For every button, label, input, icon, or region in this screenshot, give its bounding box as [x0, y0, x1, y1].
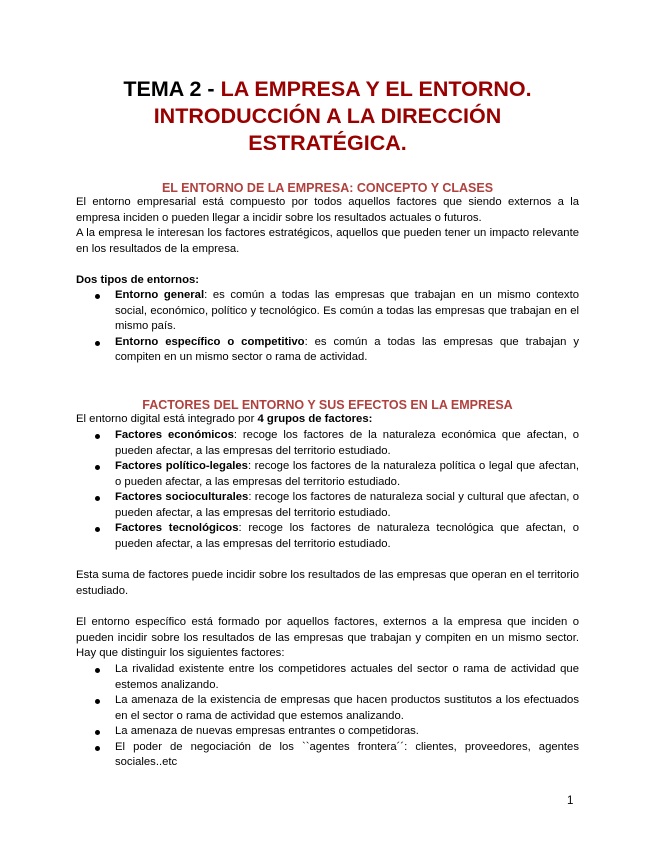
bullet-icon [95, 699, 100, 704]
factors-intro-text: El entorno digital está integrado por [76, 413, 258, 425]
bullet-icon [95, 496, 100, 501]
section-heading-factores: FACTORES DEL ENTORNO Y SUS EFECTOS EN LA EMPRESA [142, 398, 513, 412]
list-item-text: La amenaza de nuevas empresas entrantes o competidoras. [115, 725, 419, 737]
list-item-poder-negociacion [76, 740, 579, 771]
paragraph-specific-environment: El entorno específico está formado por aquellos factores, externos a la empresa que inciden o pueden incidir sobre los resultados de las empresas que trabajan y compiten en un mismo sector. Hay que distinguir los siguientes factores: [76, 616, 579, 659]
bullet-icon [95, 465, 100, 470]
bullet-icon [95, 341, 100, 346]
types-label-text: Dos tipos de entornos: [76, 274, 200, 286]
list-item-text: : es común a todas las empresas que trabajan y compiten en un mismo sector o rama de actividad. [115, 335, 579, 363]
bullet-icon [95, 668, 100, 673]
paragraph-factors-sum: Esta suma de factores puede incidir sobre los resultados de las empresas que operan en el territorio estudiado. [76, 569, 579, 597]
list-item-entorno-especifico [76, 335, 579, 366]
list-item-term: Factores político-legales [115, 460, 248, 472]
bullet-icon [95, 730, 100, 735]
title-prefix: TEMA 2 [123, 77, 202, 101]
paragraph-strategic-factors: A la empresa le interesan los factores estratégicos, aquellos que pueden tener un impacto relevante en los resultados de la empresa. [76, 227, 579, 255]
factors-intro-bold: 4 grupos de factores: [257, 413, 373, 425]
list-item-text: : recoge los factores de naturaleza social y cultural que afectan, o pueden afectar, a las empresas del territorio estudiado. [115, 491, 579, 519]
page-number: 1 [567, 795, 574, 807]
title-separator: - [201, 77, 221, 101]
bullet-icon [95, 527, 100, 532]
paragraph-definition: El entorno empresarial está compuesto por todos aquellos factores que siendo externos a la empresa inciden o pueden llegar a incidir sobre los resultados actuales o futuros. [76, 196, 579, 224]
types-label [76, 273, 579, 289]
list-item-rivalidad [76, 662, 579, 693]
list-item-sustitutos [76, 693, 579, 724]
list-item-term: Entorno general [115, 289, 205, 301]
list-item-nuevas-empresas [76, 724, 579, 740]
list-item-factores-tecnologicos [76, 521, 579, 552]
list-item-factores-economicos [76, 428, 579, 459]
document-title [60, 76, 595, 157]
list-item-factores-socioculturales [76, 490, 579, 521]
bullet-icon [95, 294, 100, 299]
list-item-text: El poder de negociación de los ``agentes frontera´´: clientes, proveedores, agentes sociales..etc [115, 740, 579, 768]
bullet-icon [95, 434, 100, 439]
factors-list [76, 428, 579, 552]
paragraph-factors-intro [76, 412, 579, 428]
section-heading-entorno: EL ENTORNO DE LA EMPRESA: CONCEPTO Y CLASES [161, 181, 494, 195]
list-item-term: Factores socioculturales [115, 491, 249, 503]
list-item-entorno-general [76, 288, 579, 335]
list-item-term: Factores tecnológicos [115, 522, 239, 534]
list-item-text: : recoge los factores de la naturaleza económica que afectan, o pueden afectar, a las empresas del territorio estudiado. [115, 429, 579, 457]
list-item-text: La rivalidad existente entre los competidores actuales del sector o rama de actividad que estemos analizando. [115, 663, 579, 691]
list-item-term: Entorno específico o competitivo [115, 335, 305, 348]
list-item-text: : recoge los factores de la naturaleza política o legal que afectan, o pueden afectar, a las empresas del territorio estudiado. [115, 460, 579, 488]
list-item-factores-politico-legales [76, 459, 579, 490]
list-item-term: Factores económicos [115, 429, 234, 441]
bullet-icon [95, 746, 100, 751]
list-item-text: La amenaza de la existencia de empresas que hacen productos sustitutos a los efectuados en el sector o rama de actividad que estemos analizando. [115, 694, 579, 722]
title-line-2: INTRODUCCIÓN A LA DIRECCIÓN [153, 104, 502, 128]
list-item-text: : recoge los factores de naturaleza tecnológica que afectan, o pueden afectar, a las empresas del territorio estudiado. [115, 522, 579, 550]
list-item-text: : es común a todas las empresas que trabajan en un mismo contexto social, económico, político y tecnológico. Es común a todas las empresas que trabajan en el mismo país. [115, 289, 580, 332]
title-line-1: LA EMPRESA Y EL ENTORNO. [220, 77, 532, 101]
specific-factors-list [76, 662, 579, 771]
types-list [76, 288, 579, 366]
title-line-3: ESTRATÉGICA. [248, 131, 407, 155]
